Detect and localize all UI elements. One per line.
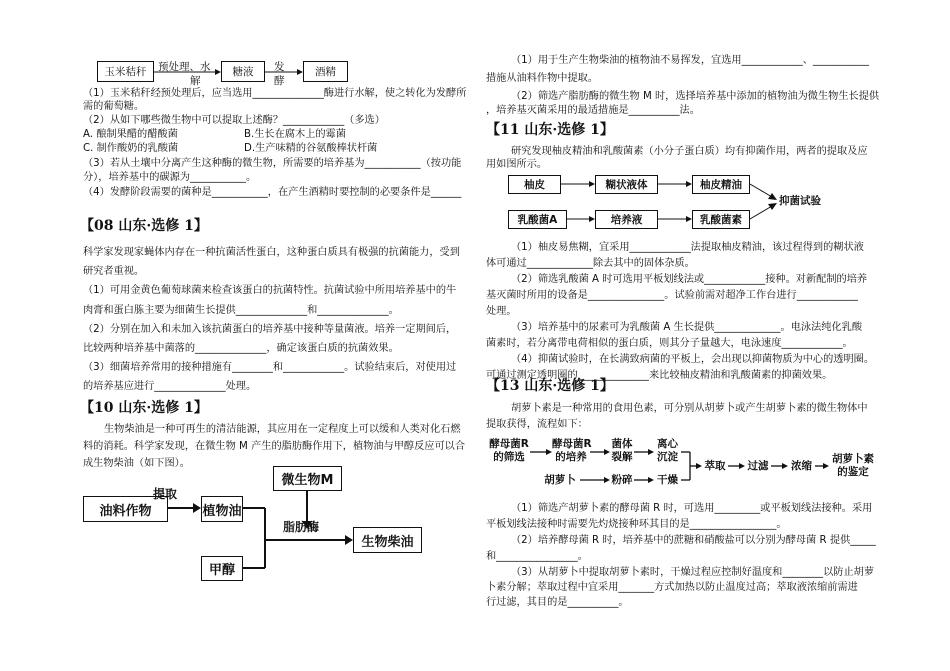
q10-intro-2: 料的消耗。科学家发现，在微生物 M 产生的脂肪酶作用下，植物油与甲醇反应可以合 bbox=[83, 441, 466, 452]
q10b-2b: ，培养基灭菌采用的最适措施是__________法。 bbox=[486, 105, 700, 116]
q13b-1b: 平板划线法接种时需要先灼烧接种环其目的是_________________。 bbox=[486, 519, 787, 530]
flow-node-filter: 过滤 bbox=[747, 460, 769, 472]
q08-3b: 的培养基应进行______________处理。 bbox=[83, 381, 257, 392]
option-d: D.生产味精的谷氨酸棒状杆菌 bbox=[244, 143, 378, 154]
flow-label-pretreat: 预处理、水 bbox=[158, 61, 211, 73]
section-heading-10: 【10 山东·选修 1】 bbox=[80, 400, 208, 416]
q08-2a: （2）分别在加入和未加入该抗菌蛋白的培养基中接种等量菌液。培养一定期间后， bbox=[83, 324, 457, 335]
flow-label-pretreat-2: 解 bbox=[190, 75, 201, 87]
flow-node-corn-stalk: 玉米秸秆 bbox=[97, 61, 154, 82]
q13b-3b: 卜素分解；萃取过程中宜采用_______方式加热以防止温度过高；萃取液浓缩前需进 bbox=[486, 582, 858, 593]
flow-node-cell-lysis bbox=[610, 438, 634, 464]
q10b-1b: 措施从油料作物中提取。 bbox=[486, 73, 599, 84]
flow-node-identification bbox=[829, 453, 877, 479]
flow-node-lactic-a: 乳酸菌A bbox=[508, 210, 567, 229]
flow-node-centrifuge bbox=[654, 438, 681, 464]
flow-node-paste: 糊状液体 bbox=[595, 175, 658, 194]
q-corn-1a: （1）玉米秸秆经预处理后，应当选用______________酶进行水解，使之转化为发酵所 bbox=[83, 88, 467, 99]
q11b-2b: 基灭菌时所用的设备是_______________。试验前需对超净工作台进行____________ bbox=[486, 290, 858, 301]
q11b-2a: （2）筛选乳酸菌 A 时可选用平板划线法或____________接种。对新配制的培养 bbox=[511, 274, 868, 285]
centrifuge-label-1: 离心 bbox=[657, 438, 678, 450]
flow-node-peel-oil: 柚皮精油 bbox=[692, 175, 750, 194]
flow-node-yeast-r-culture bbox=[552, 438, 590, 464]
flow-node-crush: 粉碎 bbox=[611, 474, 633, 486]
lysis-label-1: 菌体 bbox=[611, 438, 633, 450]
q10b-2a: （2）筛选产脂肪酶的微生物 M 时，选择培养基中添加的植物油为微生物生长提供 bbox=[511, 91, 880, 102]
q10-intro-1: 生物柴油是一种可再生的清洁能源，其应用在一定程度上可以缓和人类对化石燃 bbox=[104, 424, 461, 435]
q10b-1a: （1）用于生产生物柴油的植物油不易挥发，宜选用____________、___________ bbox=[511, 55, 869, 66]
q13-intro-1: 胡萝卜素是一种常用的食用色素，可分别从胡萝卜或产生胡萝卜素的微生物体中 bbox=[511, 403, 868, 414]
q11b-3b: 菌素时，若分离带电荷相似的蛋白质，则其分子量越大，电泳速度____________。 bbox=[486, 338, 853, 349]
flow-node-concentrate: 浓缩 bbox=[791, 460, 812, 472]
option-b: B.生长在腐木上的霉菌 bbox=[244, 129, 346, 140]
q11b-4b: 可通过测定透明圈的______________来比较柚皮精油和乳酸菌素的抑菌效果。 bbox=[486, 370, 833, 381]
q13-intro-2: 提取获得，流程如下： bbox=[486, 419, 588, 430]
flow-node-yeast-r-screen bbox=[488, 438, 530, 464]
q10-intro-3: 成生物柴油（如下图）。 bbox=[83, 458, 190, 469]
q-corn-1b: 需的葡萄糖。 bbox=[83, 101, 145, 112]
flow-node-extraction: 萃取 bbox=[704, 460, 726, 472]
q08-intro-1: 科学家发现家蝇体内存在一种抗菌活性蛋白，这种蛋白质具有极强的抗菌能力，受到 bbox=[83, 247, 460, 258]
q08-1b: 肉膏和蛋白胨主要为细菌生长提供______________和______________。 bbox=[83, 305, 399, 316]
q11-intro-2: 用如图所示。 bbox=[486, 159, 548, 170]
screen-label: 的筛选 bbox=[493, 451, 525, 463]
q-corn-2: （2）从如下哪些微生物中可以提取上述酶？____________（多选） bbox=[83, 115, 385, 126]
lysis-label-2: 裂解 bbox=[611, 451, 633, 463]
flow-node-methanol: 甲醇 bbox=[201, 556, 243, 581]
q11-intro-1: 研究发现柚皮精油和乳酸菌素（小分子蛋白质）均有抑菌作用，两者的提取及应 bbox=[511, 146, 868, 157]
section-heading-13: 【13 山东·选修 1】 bbox=[486, 378, 614, 394]
flow-node-biodiesel: 生物柴油 bbox=[353, 527, 422, 553]
q13b-3a: （3）从胡萝卜中提取胡萝卜素时，干燥过程应控制好温度和________以防止胡萝 bbox=[511, 567, 875, 578]
q11b-1a: （1）柚皮易焦糊，宜采用____________法提取柚皮精油，该过程得到的糊状液 bbox=[511, 242, 864, 253]
flow-node-sugar: 糖液 bbox=[221, 61, 265, 82]
q-corn-3a: （3）若从土壤中分离产生这种酶的微生物，所需要的培养基为___________（按功能 bbox=[83, 158, 462, 169]
q11b-2c: 处理。 bbox=[486, 306, 517, 317]
q-corn-4: （4）发酵阶段需要的菌种是___________，在产生酒精时要控制的必要条件是______ bbox=[83, 187, 462, 198]
flow-label-lipase: 脂肪酶 bbox=[283, 520, 320, 534]
flow-node-oil-crop: 油料作物 bbox=[83, 496, 168, 522]
flow-label-ferment: 发 bbox=[274, 61, 285, 73]
flow-label-ferment-2: 酵 bbox=[274, 75, 285, 87]
q-corn-3b: 分），培养基中的碳源为___________。 bbox=[83, 172, 257, 183]
flow-node-antibacterial-test: 抑菌试验 bbox=[779, 195, 821, 207]
centrifuge-label-2: 沉淀 bbox=[657, 451, 678, 463]
q13b-3c: 行过滤，其目的是__________。 bbox=[486, 597, 629, 608]
q11b-3a: （3）培养基中的尿素可为乳酸菌 A 生长提供_____________。电泳法纯化乳酸 bbox=[511, 322, 863, 333]
q13b-2b: 和________________。 bbox=[486, 551, 588, 562]
option-a: A. 酿制果醋的醋酸菌 bbox=[83, 129, 178, 140]
q13b-1a: （1）筛选产胡萝卜素的酵母菌 R 时，可选用_________或平板划线法接种。采用 bbox=[511, 503, 873, 514]
q08-intro-2: 研究者重视。 bbox=[83, 266, 145, 277]
q13b-2a: （2）培养酵母菌 R 时，培养基中的蔗糖和硝酸盐可以分别为酵母菌 R 提供_____ bbox=[511, 535, 876, 546]
q08-3a: （3）细菌培养常用的接种措施有________和____________。试验结束后，对使用过 bbox=[83, 362, 457, 373]
q08-2b: 比较两种培养基中菌落的______________，确定该蛋白质的抗菌效果。 bbox=[83, 343, 399, 354]
q11b-1b: 体可通过_____________除去其中的固体杂质。 bbox=[486, 258, 695, 269]
flow-node-peel: 柚皮 bbox=[508, 175, 561, 194]
flow-node-carrot: 胡萝卜 bbox=[544, 474, 576, 486]
ident-label-1: 胡萝卜素 bbox=[832, 453, 874, 465]
q08-1a: （1）可用金黄色葡萄球菌来检查该蛋白的抗菌特性。抗菌试验中所用培养基中的牛 bbox=[83, 285, 457, 296]
yeast-r-label: 酵母菌R bbox=[489, 438, 529, 450]
flow-node-alcohol: 酒精 bbox=[303, 61, 348, 82]
flow-label-extract: 提取 bbox=[153, 487, 178, 501]
flow-node-vegetable-oil: 植物油 bbox=[201, 496, 243, 522]
culture-label: 的培养 bbox=[555, 451, 587, 463]
flow-node-culture-liquid: 培养液 bbox=[595, 210, 658, 229]
flow-node-microbe-m: 微生物M bbox=[273, 466, 342, 491]
ident-label-2: 的鉴定 bbox=[837, 466, 869, 478]
q11b-4a: （4）抑菌试验时，在长满致病菌的平板上，会出现以抑菌物质为中心的透明圈。 bbox=[511, 354, 875, 365]
section-heading-08: 【08 山东·选修 1】 bbox=[80, 218, 208, 234]
yeast-r2-label: 酵母菌R bbox=[552, 438, 592, 450]
flow-node-nisin: 乳酸菌素 bbox=[692, 210, 750, 229]
flow-node-dry: 干燥 bbox=[657, 474, 678, 486]
section-heading-11: 【11 山东·选修 1】 bbox=[486, 122, 614, 138]
option-c: C. 制作酸奶的乳酸菌 bbox=[83, 143, 179, 154]
